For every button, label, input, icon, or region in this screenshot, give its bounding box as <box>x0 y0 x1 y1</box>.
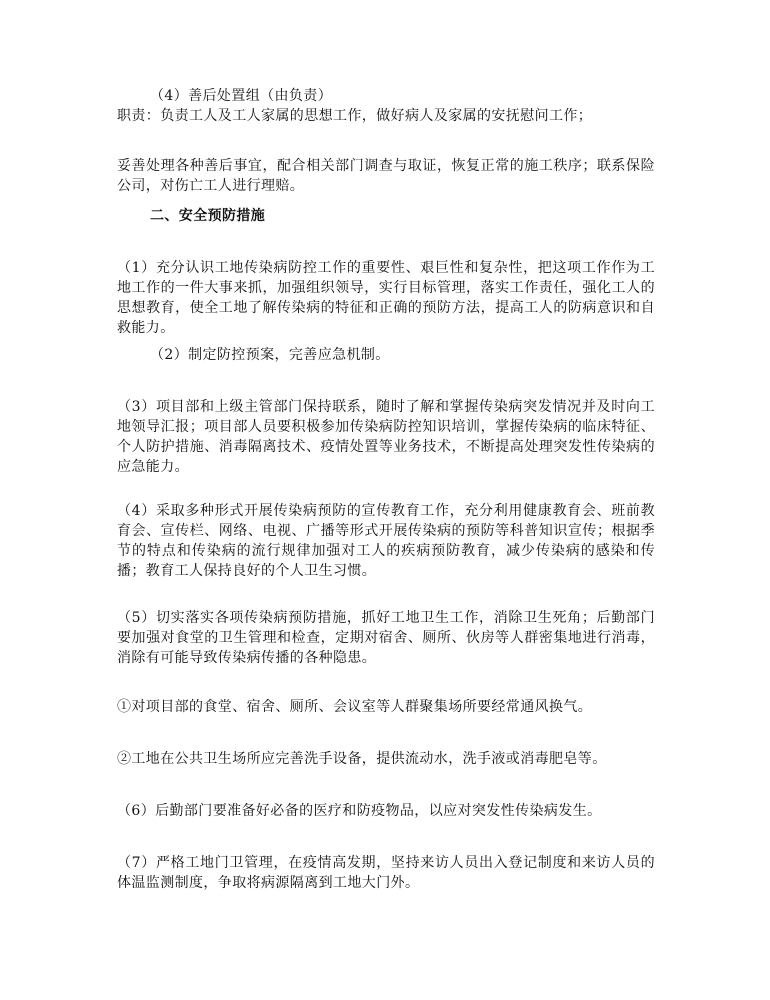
measure-6-paragraph: （6）后勤部门要准备好必备的医疗和防疫物品，以应对突发性传染病发生。 <box>117 803 602 819</box>
aftermath-group-duty: 职责：负责工人及工人家属的思想工作，做好病人及家属的安抚慰问工作； <box>117 108 593 124</box>
measure-1-paragraph: （1）充分认识工地传染病防控工作的重要性、艰巨性和复杂性，把这项工作作为工地工作的一件大事来抓，加强组织领导，实行目标管理，落实工作责任，强化工人的思想教育，使全工地了解传染病的特征和正确的预防方法，提高工人的防病意识和自救能力。 <box>117 260 655 336</box>
measure-3-paragraph: （3）项目部和上级主管部门保持联系，随时了解和掌握传染病突发情况并及时向工地领导汇报；项目部人员要积极参加传染病防控知识培训，掌握传染病的临床特征、个人防护措施、消毒隔离技术、疫情处置等业务技术，不断提高处理突发性传染病的应急能力。 <box>117 399 655 475</box>
section-heading-prevention: 二、安全预防措施 <box>150 208 266 224</box>
measure-2-paragraph: （2）制定防控预案，完善应急机制。 <box>150 347 390 363</box>
measure-7-paragraph: （7）严格工地门卫管理，在疫情高发期，坚持来访人员出入登记制度和来访人员的体温监测制度，争取将病源隔离到工地大门外。 <box>117 855 655 891</box>
measure-5-paragraph: （5）切实落实各项传染病预防措施，抓好工地卫生工作，消除卫生死角；后勤部门要加强对食堂的卫生管理和检查，定期对宿舍、厕所、伙房等人群密集地进行消毒，消除有可能导致传染病传播的各种隐患。 <box>117 610 655 666</box>
measure-5a-item: ①对项目部的食堂、宿舍、厕所、会议室等人群聚集场所要经常通风换气。 <box>117 699 593 715</box>
measure-5b-item: ②工地在公共卫生场所应完善洗手设备，提供流动水，洗手液或消毒肥皂等。 <box>117 751 607 767</box>
aftermath-group-title: （4）善后处置组（由负责） <box>150 88 333 104</box>
aftermath-paragraph: 妥善处理各种善后事宜，配合相关部门调查与取证，恢复正常的施工秩序；联系保险公司，对伤亡工人进行理赔。 <box>117 158 655 194</box>
measure-4-paragraph: （4）采取多种形式开展传染病预防的宣传教育工作，充分利用健康教育会、班前教育会、宣传栏、网络、电视、广播等形式开展传染病的预防等科普知识宣传；根据季节的特点和传染病的流行规律加强对工人的疾病预防教育，减少传染病的感染和传播；教育工人保持良好的个人卫生习惯。 <box>117 503 655 579</box>
